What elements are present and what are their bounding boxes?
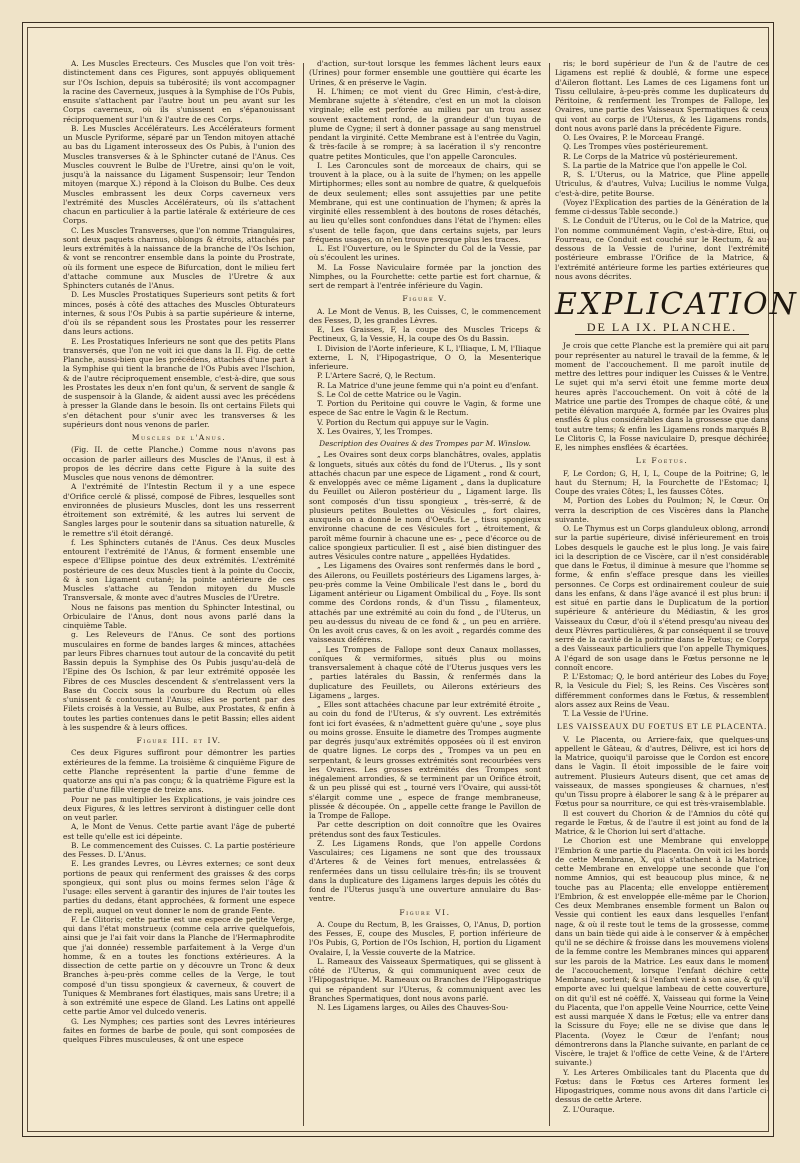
paragraph: V. Portion du Rectum qui appuye sur le Vagin.: [317, 417, 489, 427]
paragraph: S. Le Col de cette Matrice ou le Vagin.: [317, 389, 462, 399]
paragraph: Il est couvert du Chorion & de l'Amnios du côté qui regarde le Fœtus, & de l'autre il est joint au fond de la Matrice, & le Chorion lui sert d'attache.: [555, 808, 769, 836]
paragraph: „ Elles sont attachées chacune par leur extrémité étroite „ au coin du fond de l'Uterus, & s'y ouvrent. Les extrémités font ici fort évasées, & n'admettent guère qu'une „ soye plus ou moins grosse. Ensuite le diametre des Trompes augmente par degrés jusqu'aux extrémités opposées où il est environ de quatre lignes. Le corps des „ Trompes va un peu en serpentant, & leurs grosses extrémités sont recourbées vers les Ovaires. Les grosses extrémités des Trompes sont inégalement arrondies, & se terminent par un Orifice étroit, & un peu plissé qui est „ tourné vers l'Ovaire, qui aussi-tôt s'élargit comme une „ espece de frange membraneuse, plissée & découpée. On „ appelle cette frange le Pavillon de la Trompe de Fallope.: [309, 700, 541, 820]
paragraph-group: [555, 59, 769, 281]
paragraph-group: [309, 450, 541, 903]
paragraph: „ Les Ligamens des Ovaires sont renfermés dans le bord „ des Ailerons, ou Feuillets postérieurs des Ligamens larges, à-peu-près comme la Veine Ombilicale l'est dans le „ bord du Ligament antérieur ou Ligament Ombilical du „ Foye. Ils sont comme des Cordons ronds, & d'un Tissu „ filamenteux, attachés par une extrémité au coin du fond „ de l'Uterus, un peu au-dessus du niveau de ce fond & „ un peu en arrière. On les avoit crus caves, & on les avoit „ regardés comme des vaisseaux déférens.: [309, 561, 541, 645]
paragraph: d'action, sur-tout lorsque les femmes lâchent leurs eaux (Urines) pour former ensemble une gouttière qui écarte les Urines, & en préserve le Vagin.: [309, 59, 541, 87]
paragraph-group: [555, 341, 769, 452]
paragraph: ris; le bord supérieur de l'un & de l'autre de ces Ligamens est replié & doublé, & forme une espece d'Aileron flottant. Les Lames de ces Ligamens font un Tissu cellulaire, à-peu-près comme les duplicateurs du Péritoine, & renferment les Trompes de Fallope, les Ovaires, une partie des Vaisseaux Spermatiques & ceux qui vont au corps de l'Uterus, & les Ligamens ronds, dont nous avons parlé dans la précédente Figure.: [555, 59, 769, 133]
paragraph: H. L'himen; ce mot vient du Grec Himin, c'est-à-dire, Membrane sujette à s'étendre, c'est en un mot la cloison virginale; elle est perforée au milieu par un trou assez souvent exactement rond, de la grandeur d'un tuyau de plume de Cygne; il sert à donner passage au sang menstruel pendant la virginité. Cette Membrane est à l'entrée du Vagin, & très-facile à se rompre; à sa lacération il s'y rencontre quatre petites Monticules, que l'on appelle Caroncules.: [309, 86, 541, 161]
paragraph: B. Le commencement des Cuisses. C. La partie postérieure des Fesses. D. L'Anus.: [63, 840, 295, 859]
paragraph: (Voyez l'Explication des parties de la Génération de la femme ci-dessus Table seconde.): [555, 197, 769, 216]
paragraph-group: [309, 920, 541, 1013]
paragraph: G. Les Nymphes; ces parties sont des Levres intérieures faites en formes de barbe de poule, qui sont composées de quelques Fibres musculeuses, & ont une espece: [63, 1016, 295, 1044]
paragraph: M, Portion des Lobes du Poulmon; N, le Cœur. On verra la description de ces Viscères dans la Planche suivante.: [555, 496, 769, 524]
section-heading: LES VAISSEAUX DU FOETUS ET LE PLACENTA.: [557, 722, 767, 732]
paragraph: V. Le Placenta, ou Arriere-faix, que quelques-uns appellent le Gâteau, & d'autres, Délivre, est ici hors de la Matrice, quoiqu'il paroisse que le Cordon est encore dans le Vagin. Il étoit impossible de le faire voir autrement. Plusieurs Auteurs disent, que cet amas de vaisseaux, de masses spongieuses & charnues, n'est qu'un Tissu propre à élaborer le sang & à le préparer au Fœtus pour sa nourriture, ce qui est très-vraisemblable.: [555, 734, 769, 809]
paragraph-group: [63, 445, 295, 732]
explication-subtitle: DE LA IX. PLANCHE.: [586, 320, 738, 334]
paragraph: f. Les Sphincters cutanés de l'Anus. Ces deux Muscles entourent l'extrémité de l'Anus, & forment ensemble une espece d'Ellipse pointue des deux extrémités. L'extrémité postérieure de ces deux Muscles tient à la pointe du Coccix, & à son Ligament cutané; la pointe antérieure de ces Muscles s'attache au Tendon mitoyen du Muscle Transversale, & monte avec d'autres Muscles de l'Uretre.: [63, 537, 295, 603]
paragraph: Par cette description on doit connoître que les Ovaires prétendus sont des faux Testicules.: [309, 820, 541, 839]
paragraph: F, Le Cordon; G, H, I, L, Coupe de la Poitrine; G, le haut du Sternum; H, la Fourchette de l'Estomac; I, Coupe des vraies Côtes; L, les fausses Côtes.: [555, 468, 769, 496]
paragraph: L. Rameaux des Vaisseaux Spermatiques, qui se glissent à côté de l'Uterus, & qui communiquent avec ceux de l'Hipogastrique. M. Rameaux ou Branches de l'Hipogastrique qui se répandent sur l'Uterus, & communiquent avec les Branches Spermatiques, dont nous avons parlé.: [309, 956, 541, 1003]
paragraph: A. Le Mont de Venus. B, les Cuisses, C, le commencement des Fesses, D, les grandes Lèvres.: [309, 306, 541, 325]
paragraph: A, le Mont de Venus. Cette partie avant l'âge de puberté est telle qu'elle est ici dépeinte.: [63, 822, 295, 841]
paragraph: S. Le Conduit de l'Uterus, ou le Col de la Matrice, que l'on nomme communément Vagin, c'est-à-dire, Etui, ou Fourreau, ce Conduit est couché sur le Rectum, & au-dessous de la Vessie de l'urine, dont l'extrémité postérieure embrasse l'Orifice de la Matrice, & l'extrémité antérieure forme les parties extérieures que nous avons décrites.: [555, 216, 769, 281]
paragraph: A. Les Muscles Erecteurs. Ces Muscles que l'on voit très-distinctement dans ces Figures, sont appuyés obliquement sur l'Os Ischion, depuis sa tubérosité; ils vont accompagner la racine des Caverneux, jusques à la Symphise de l'Os Pubis, ensuite s'attachent par l'autre bout un peu avant sur les Corps caverneux, où ils s'unissent en s'épanouissant réciproquement sur l'un & l'autre de ces Corps.: [63, 59, 295, 124]
section-heading: Le Foetus.: [635, 456, 689, 466]
paragraph: Nous ne faisons pas mention du Sphincter Intestinal, ou Orbiculaire de l'Anus, dont nous avons parlé dans la cinquième Table.: [63, 602, 295, 630]
paragraph: A. Coupe du Rectum, B, les Graisses, O, l'Anus, D, portion des Fesses, E, coupe des Muscles, F, portion inférieure de l'Os Pubis, G, Portion de l'Os Ischion, H, portion du Ligament Ovalaire, I, la Vessie couverte de la Matrice.: [309, 919, 541, 957]
paragraph: „ Les Ovaires sont deux corps blanchâtres, ovales, applatis & longuets, situés aux côtés du fond de l'Uterus. „ Ils y sont attachés chacun par une espece de Ligament „ rond & court, & enveloppés avec ce même Ligament „ dans la duplicature du Feuillet ou Aileron postérieur du „ Ligament large. Ils sont composés d'un tissu spongieux „ très-serré, & de plusieurs petites Boulettes ou Vésicules „ fort claires, auxquels on a donné le nom d'Oeufs. Le „ tissu spongieux environne chacune de ces Vésicules fort „ étroitement, & paroît même fournir à chacune une es- „ pece d'écorce ou de calice spongieux particulier. Il est „ aisé bien distinguer des autres Vésicules contre nature „ appellées Hydatides.: [309, 450, 541, 561]
paragraph: Z. Les Ligamens Ronds, que l'on appelle Cordons Vasculaires; ces Ligamens ne sont que des troussaux d'Arteres & de Veines fort menues, entrelassées & renfermées dans un tissu cellulaire très-fin; ils se trouvent dans la duplicature des Ligamens larges depuis les côtés du fond de l'Uterus jusqu'à une ouverture annulaire du Bas-ventre.: [309, 838, 541, 904]
paragraph-group: [63, 59, 295, 429]
paragraph: Le Chorion est une Membrane qui enveloppe l'Embrion & une partie du Placenta. On voit ici les bords de cette Membrane, X, qui s'attachent à la Matrice; cette Membrane en enveloppe une seconde que l'on nomme Amnios, qui est beaucoup plus mince, & ne touche pas au Placenta; elle enveloppe entièrement l'Embrion, & est enveloppée elle-même par le Chorion. Ces deux Membranes ensemble forment un Balon ou Vessie qui contient les eaux dans lesquelles l'enfant nage, & où il reste tout le tems de la grossesse, comme dans un bain tiède qui aide à le conserver & à empêcher qu'il ne se déchire & froisse dans les mouvemens violens de la femme contre les Membranes minces qui apparent sur les parois de la Matrice. Les eaux dans le moment de l'accouchement, lorsque l'enfant déchire cette Membrane, sortent; & si l'enfant vient à son aise, & qu'il emporte avec lui quelque lambeau de cette couverture, on dit qu'il est né coëffé. X, Vaisseau qui forme la Veine du Placenta, que l'on appelle Veine Nourrice, cette Veine est aussi marquée X dans le Fœtus; elle va entrer dans la Scissure du Foye; elle ne se divise que dans le Placenta. (Voyez le Cœur de l'enfant; nous démontrerons dans la Planche suivante, en parlant de ce Viscère, le trajet & l'office de cette Veine, & de l'Artere suivante.): [555, 836, 769, 1068]
paragraph: R, S. L'Uterus, ou la Matrice, que Pline appelle Utriculus, & d'autres, Vulva; Lucilius le nomme Vulga, c'est-à-dire, petite Bourse.: [555, 170, 769, 198]
paragraph-group: [309, 59, 541, 290]
paragraph: Pour ne pas multiplier les Explications, je vais joindre ces deux Figures, & les lettres serviront à distinguer celle dont on veut parler.: [63, 794, 295, 822]
text-column-2: [309, 59, 541, 1130]
paragraph: Je crois que cette Planche est la première qui ait paru pour représenter au naturel le travail de la femme, & le moment de l'accouchement. Il me paroît inutile de mettre des lettres pour indiquer les Cuisses & le Ventre. Le sujet qui m'a servi étoit une femme morte deux heures après l'accouchement. On voit à côté de la Matrice une partie des Trompes de chaque côté, & une petite élévation marquée A, formée par les Ovaires plus ensflés & plus considérables dans la grossesse que dans tout autre tems; & enfin les Ligamens ronds marqués B. Le Clitoris C, la Fosse naviculaire D, presque déchirée; E, les nimphes ensflées & écartées.: [555, 341, 769, 452]
column-rule: [303, 63, 304, 1126]
paragraph: B. Les Muscles Accélérateurs. Les Accélérateurs forment un Muscle Pyriforme, séparé par un Tendon mitoyen attaché au bas du Ligament interosseux des Os Pubis, à l'union des Muscles transverses & à le Sphincter cutané de l'Anus. Ces Muscles couvrent le Bulbe de l'Uretre, ainsi qu'on le voit, jusqu'à la naissance du Ligament Suspensoir; leur Tendon mitoyen (marque X.) répond à la Cloison du Bulbe. Ces deux Muscles embrassent les deux Corps caverneux vers l'extrémité des Muscles Accélérateurs, où ils s'attachent chacun en particulier à la partie latérale & extérieure de ces Corps.: [63, 123, 295, 226]
section-heading: Muscles de l'Anus.: [131, 433, 227, 442]
paragraph: S. La partie de la Matrice que l'on appelle le Col.: [563, 160, 747, 170]
paragraph: M. La Fosse Naviculaire formée par la jonction des Nimphes, ou la Fourchette: cette partie est fort charnue, & sert de rempart à l'entrée inférieure du Vagin.: [309, 262, 541, 290]
title-rule: [575, 334, 749, 335]
paragraph: E, Les Graisses, F, la coupe des Muscles Triceps & Pectineux, G, la Vessie, H, la coupe des Os du Bassin.: [309, 325, 541, 344]
paragraph: Ces deux Figures suffiront pour démontrer les parties extérieures de la femme. La troisième & cinquième Figure de cette Planche représentent la partie d'une femme de quatorze ans qui n'a pas conçu; & la quatrième Figure est la partie d'une fille vierge de treize ans.: [63, 748, 295, 795]
paragraph: Y. Les Arteres Ombilicales tant du Placenta que du Fœtus: dans le Fœtus ces Arteres forment les Hipogastriques, comme nous avons dit dans l'article ci-dessus de cette Artere.: [555, 1067, 769, 1105]
paragraph: O. Les Ovaires, P. le Morceau Frangé.: [563, 133, 705, 142]
paragraph: „ Les Trompes de Fallope sont deux Canaux mollasses, conïques & vermiformes, situés plus ou moins transversalement à chaque côté de l'Uterus jusques vers les „ parties latérales du Bassin, & renfermés dans la duplicature des Feuillets, ou Ailerons extérieurs des Ligamens „ larges.: [309, 644, 541, 700]
paragraph: P. L'Estomac; Q, le bord antérieur des Lobes du Foye; R, la Vesicule du Fiel; S, les Reins. Ces Viscères sont différemment conformes dans le Fœtus, & ressemblent alors assez aux Reins de Veau.: [555, 672, 769, 709]
section-heading: Figure III. et IV.: [136, 736, 222, 745]
paragraph: X. Les Ovaires, Y, les Trompes.: [317, 426, 433, 436]
paragraph: (Fig. II. de cette Planche.) Comme nous n'avons pas occasion de parler ailleurs des Muscles de l'Anus, il est à propos de les décrire dans cette Figure à la suite des Muscles que nous venons de démontrer.: [63, 445, 295, 482]
paragraph: g. Les Releveurs de l'Anus. Ce sont des portions musculaires en forme de bandes larges & minces, attachées par leurs Fibres charnues tout autour de la concavité du petit Bassin depuis la Symphise des Os Pubis jusqu'au-delà de l'Epine des Os Ischion, & par leur extrémité opposée les Fibres de ces Muscles descendent & s'entrelassent vers la Base du Coccix sous la courbure du Rectum où elles s'unissent & contournent l'Anus; elles se portent par des Filets croisés à la Vessie, au Bulbe, aux Prostates, & enfin à toutes les parties contenues dans le petit Bassin; elles aident à les suspendre & à leurs offices.: [63, 630, 296, 732]
paragraph: E. Les grandes Levres, ou Lèvres externes; ce sont deux portions de peaux qui renferment des graisses & des corps spongieux, qui sont plus ou moins fermes selon l'âge & l'usage: elles servent à garantir des injures de l'air toutes les parties du dedans, étant approchées, & forment une espece de repli, auquel on veut donner le nom de grande Fente.: [63, 859, 295, 915]
paragraph: I. Les Caroncules sont de morceaux de chairs, qui se trouvent à la place, ou à la suite de l'hymen; on les appelle Mirtiphormes; elles sont au nombre de quatre, & quelquefois de deux seulement; elles sont assujetties par une petite Membrane, qui est une continuation de l'hymen; & après la virginité elles ressemblent à des boutons de roses détachés, au lieu qu'elles sont confondues dans l'état de l'hymen: elles s'usent de telle façon, que dans certains sujets, par leurs fréquens usages, on n'en trouve presque plus les traces.: [309, 160, 541, 244]
column-rule: [549, 63, 550, 1126]
paragraph: R. Le Corps de la Matrice vû postérieurement.: [563, 151, 738, 161]
page-frame: [22, 22, 798, 1137]
paragraph: A l'extrémité de l'Intestin Rectum il y a une espece d'Orifice cerclé & plissé, composé de Fibres, lesquelles sont environnées de plusieurs Muscles, dont les uns resserrent étroitement son extrémité, & les autres lui servent de Sangles larges pour le soutenir dans sa situation naturelle, & le remettre s'il étoit dérangé.: [63, 482, 295, 538]
text-column-1: [63, 59, 295, 1130]
paragraph: T. Portion du Peritoine qui couvre le Vagin, & forme une espece de Sac entre le Vagin & le Rectum.: [309, 399, 541, 418]
paragraph: L. Est l'Ouverture, ou le Spincter du Col de la Vessie, par où s'écoulent les urines.: [309, 244, 541, 263]
section-heading: Figure VI.: [399, 907, 451, 917]
paragraph-group: [555, 469, 769, 719]
paragraph: D. Les Muscles Prostatiques Superieurs sont petits & fort minces, posés à côté des attaches des Muscles Obturateurs internes, & sous l'Os Pubis à sa partie supérieure & interne, d'où ils se répandent sous les Prostates pour les resserrer dans leurs actions.: [63, 290, 295, 337]
paragraph-group: [555, 735, 769, 1114]
section-subheading: Description des Ovaires & des Trompes par M. Winslow.: [319, 439, 531, 448]
paragraph: N. Les Ligamens larges, ou Ailes des Chauves-Sou-: [317, 1003, 509, 1012]
paragraph: R. La Matrice d'une jeune femme qui n'a point eu d'enfant.: [317, 380, 539, 390]
text-column-3: [555, 59, 798, 1130]
paragraph: P. L'Artere Sacré, Q, le Rectum.: [317, 371, 436, 381]
paragraph: Q. Les Trompes vûes postérieurement.: [563, 142, 709, 152]
section-heading: Figure V.: [402, 294, 448, 304]
paragraph: I. Division de l'Aorte inferieure, K L, l'Iliaque, L M, l'Iliaque externe, L N, l'Hipogastrique, O O, la Mesenterique inferieure.: [309, 343, 541, 371]
paragraph: C. Les Muscles Transverses, que l'on nomme Triangulaires, sont deux paquets charnus, oblongs & étroits, attachés par leurs extrémités à la naissance de la branche de l'Os Ischion, & vont se rencontrer ensemble dans la pointe du Prostrate, où ils forment une espece de Bifurcation, dont le milieu fert d'attache commune aux Muscles de l'Uretre & aux Sphincters cutanés de l'Anus.: [63, 225, 295, 290]
paragraph: F. Le Clitoris; cette partie est une espece de petite Verge, qui dans l'état monstrueux (comme cela arrive quelquefois, ainsi que je l'ai fait voir dans la Planche de l'Hermaphrodite que j'ai donnée) ressemble parfaitement à la Verge d'un homme, & en a toutes les fonctions extérieures. A la dissection de cette partie on y découvre un Tronc & deux Branches à-peu-près comme celles de la Verge, le tout composé d'un tissu spongieux & caverneux, & couvert de Tuniques & Membranes fort élastiques, mais sans Uretre; il a à son extrémité une espece de Gland. Les Latins ont appellé cette partie Amor vel dulcedo veneris.: [63, 914, 295, 1017]
paragraph-group: [309, 307, 541, 437]
paragraph: O. Le Thymus est un Corps glanduleux oblong, arrondi sur la partie supérieure, divisé inférieurement en trois Lobes desquels le gauche est le plus long. Je vais faire ici la description de ce Viscère, car il n'est considérable que dans le Fœtus, il diminue à mesure que l'homme se forme, & enfin s'efface presque dans les vieilles personnes. Ce Corps est ordinairement couleur de suie dans les enfans, & dans l'âge avancé il est plus brun: il est situé en partie dans le Duplicatum de la portion supérieure & antérieure du Médiastin, & les gros Vaisseaux du Cœur, d'où il s'étend presqu'au niveau des deux Plèvres particulières, & par conséquent il se trouve serré de la cavité de la poitrine dans le Fœtus; ce Corps a des Vaisseaux particuliers que l'on appelle Thymiques. A l'égard de son usage dans le Fœtus personne ne le connoît encore.: [555, 524, 769, 672]
explication-title: EXPLICATION: [555, 287, 798, 322]
paragraph: E. Les Prostatiques Inferieurs ne sont que des petits Plans transversés, que l'on ne voit ici que dans la II. Fig. de cette Planche, aussi-bien que les précédens, attachés d'une part à la Symphise qui tient la branche de l'Os Pubis avec l'Ischion, & de l'autre réciproquement ensemble, c'est-à-dire, que sous les Prostates les deux n'en font qu'un, & servent de sangle & de suspensoir à la Glande, & aident aussi avec les précédens à presser la Glande dans le besoin. Ils ont certains Filets qui s'en détachent pour s'unir avec les transverses & les supérieurs dont nous venons de parler.: [63, 336, 295, 429]
paragraph: T. La Vessie de l'Urine.: [563, 709, 649, 718]
paragraph-group: [63, 748, 295, 1044]
paragraph: Z. L'Ouraque.: [563, 1104, 615, 1114]
